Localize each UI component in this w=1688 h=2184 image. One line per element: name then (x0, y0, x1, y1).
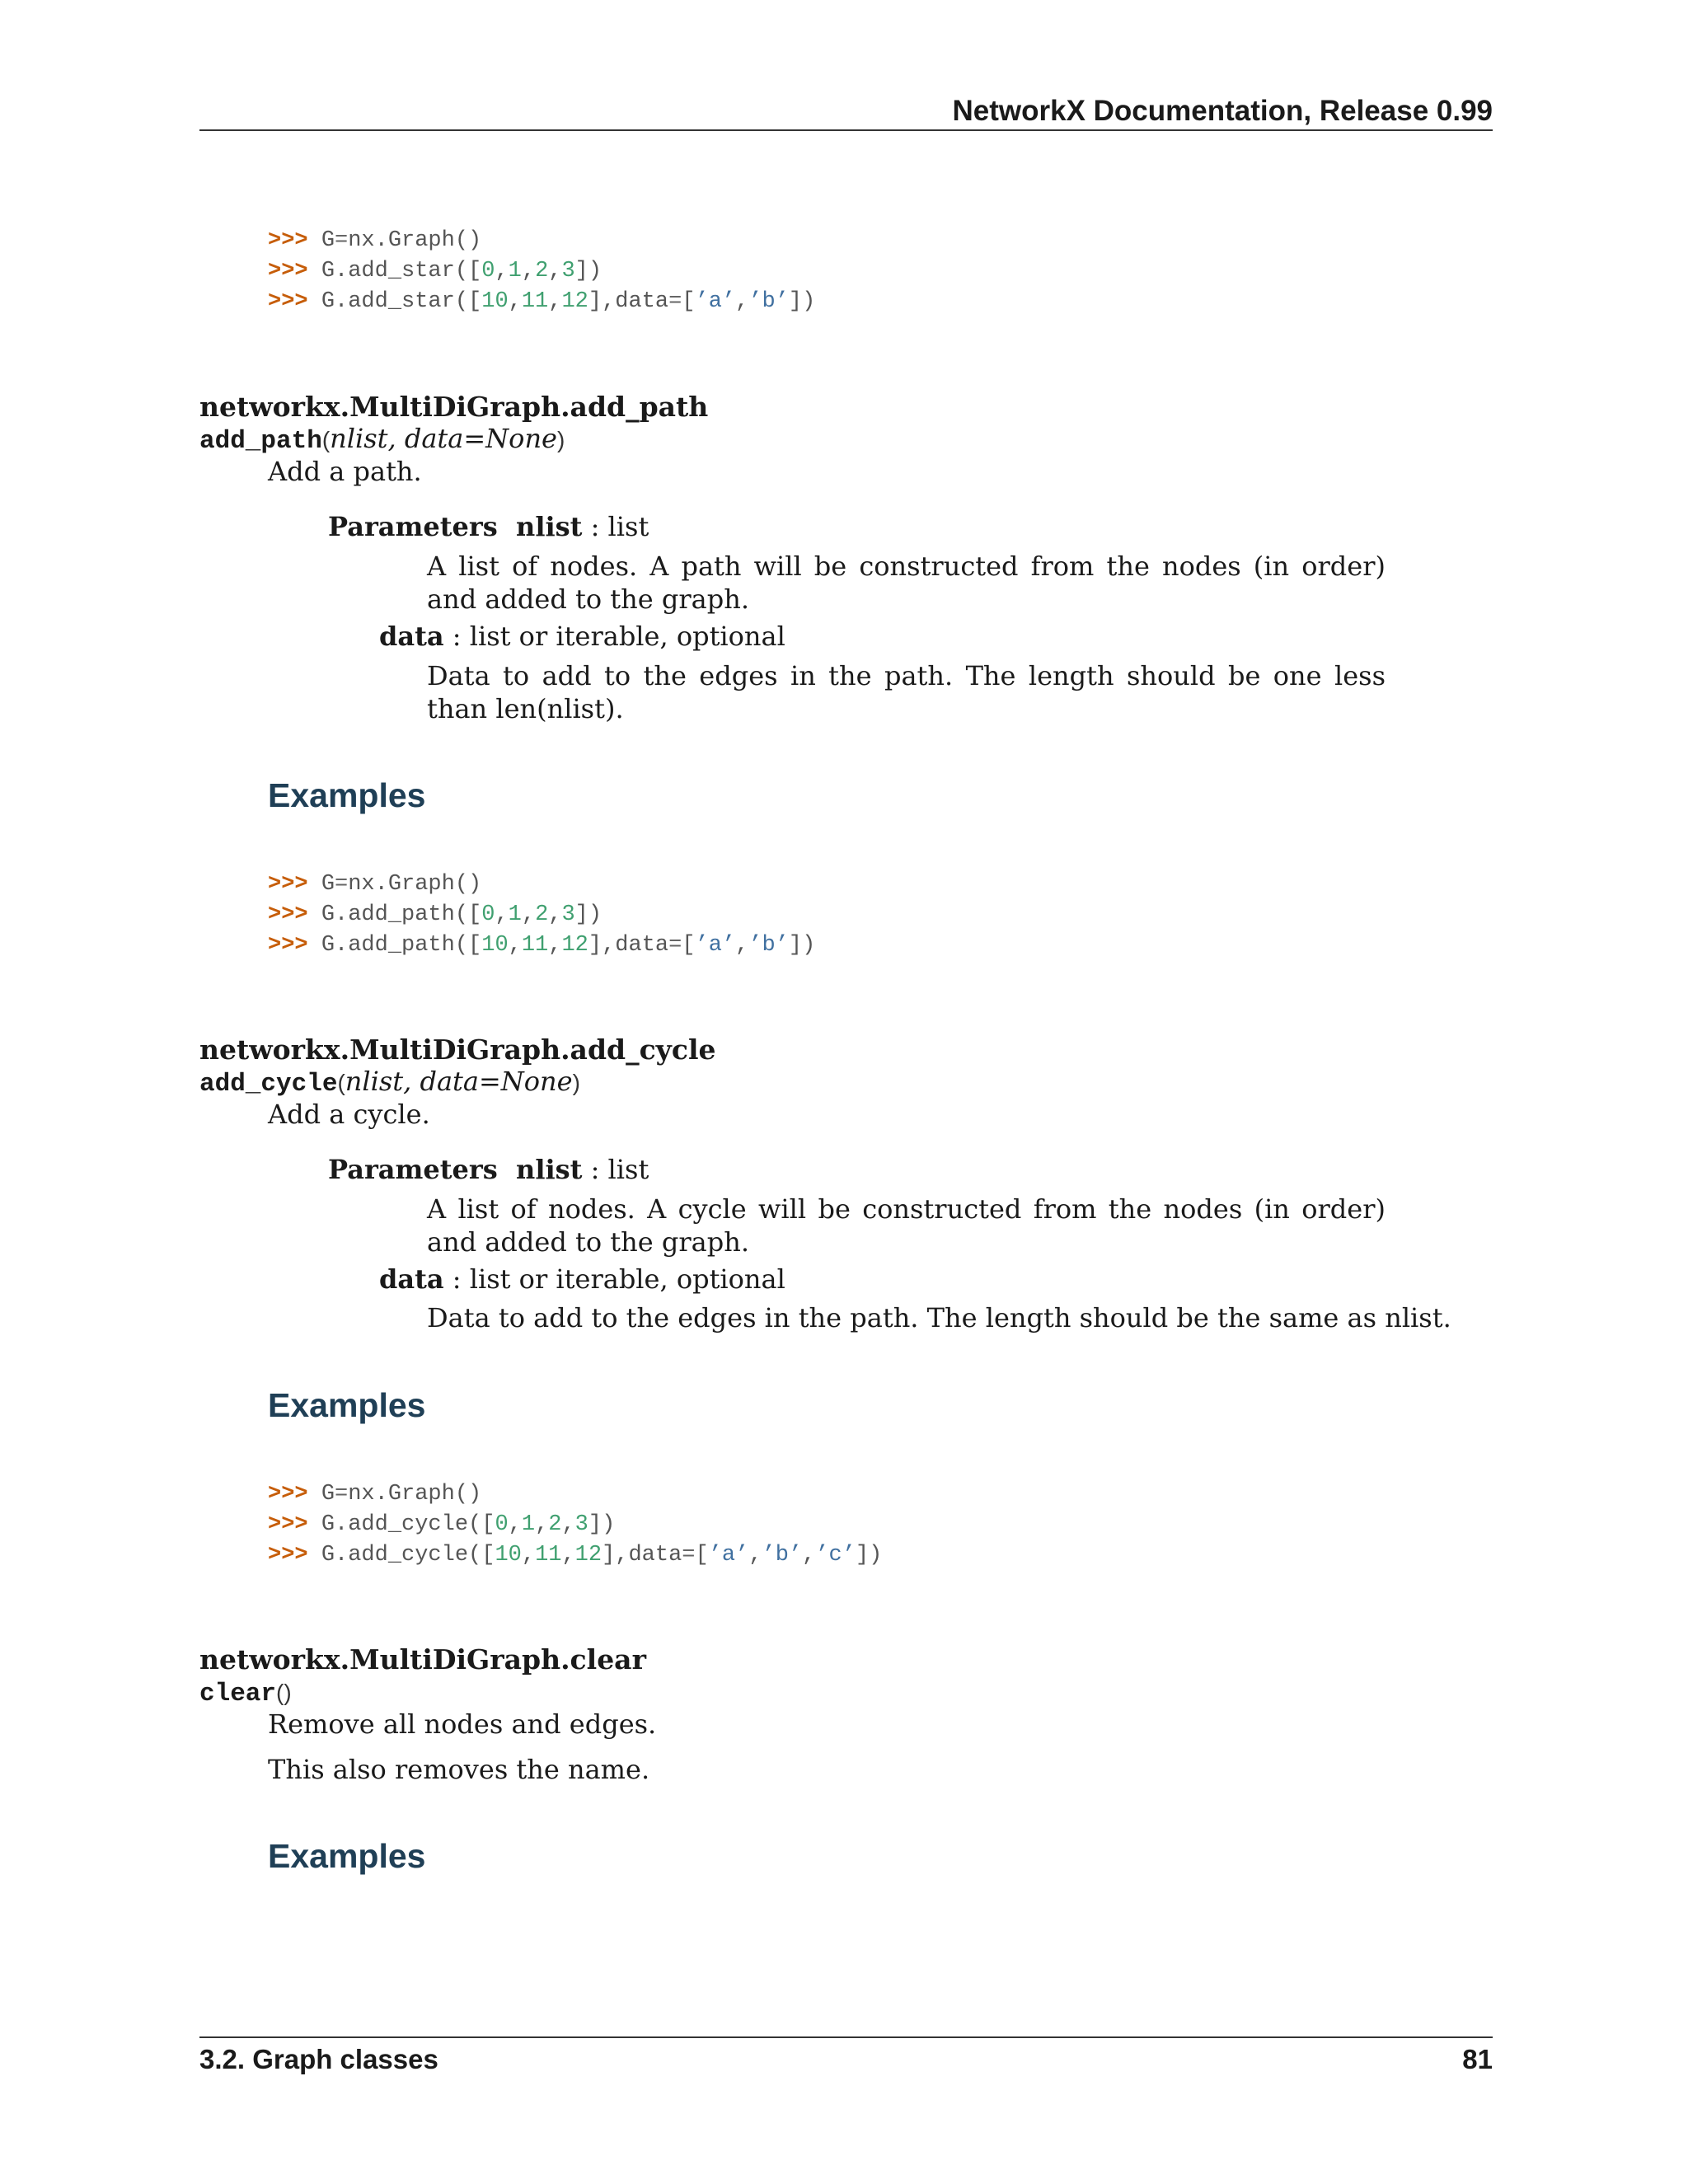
code-prompt: >>> (268, 1482, 308, 1507)
code-prompt: >>> (268, 228, 308, 253)
code-prompt: >>> (268, 872, 308, 897)
code-line: >>> G=nx.Graph() (268, 1482, 482, 1507)
param-desc-nlist: A list of nodes. A path will be constructed from the nodes (in order) and added to the graph. (427, 551, 1386, 615)
code-line: >>> G.add_cycle([10,11,12],data=[’a’,’b’,’c’]) (268, 1543, 883, 1568)
parameters-label: Parameters nlist : list (328, 1154, 649, 1185)
examples-heading: Examples (268, 1386, 426, 1424)
param-desc-data: Data to add to the edges in the path. The length should be one less than len(nlist). (427, 660, 1386, 724)
header-title: NetworkX Documentation, Release 0.99 (952, 95, 1493, 127)
code-prompt: >>> (268, 289, 308, 314)
param-desc-data: Data to add to the edges in the path. The length should be the same as nlist. (427, 1302, 1451, 1333)
examples-heading: Examples (268, 1837, 426, 1875)
param-data: data : list or iterable, optional (379, 621, 785, 652)
code-line: >>> G.add_path([10,11,12],data=[’a’,’b’]) (268, 933, 816, 958)
code-prompt: >>> (268, 1543, 308, 1568)
header-rule (199, 129, 1493, 131)
code-line: >>> G=nx.Graph() (268, 228, 482, 253)
code-prompt: >>> (268, 933, 308, 958)
code-line: >>> G.add_path([0,1,2,3]) (268, 902, 603, 927)
param-name-data: data (379, 1263, 444, 1295)
code-line: >>> G.add_star([10,11,12],data=[’a’,’b’]) (268, 289, 816, 314)
description-clear: Remove all nodes and edges. (268, 1708, 657, 1740)
signature-name: add_path (199, 427, 322, 456)
footer-section: 3.2. Graph classes (199, 2044, 438, 2074)
code-prompt: >>> (268, 259, 308, 284)
function-name-add-cycle: networkx.MultiDiGraph.add_cycle (199, 1033, 716, 1066)
code-block-add-path (268, 869, 815, 961)
examples-heading: Examples (268, 776, 426, 814)
code-line: >>> G.add_star([0,1,2,3]) (268, 259, 603, 284)
signature-add-cycle: add_cycle(nlist, data=None) (199, 1066, 580, 1099)
function-name-add-path: networkx.MultiDiGraph.add_path (199, 391, 709, 423)
page-number: 81 (1462, 2044, 1493, 2074)
description-add-path: Add a path. (268, 456, 422, 487)
param-desc-nlist: A list of nodes. A cycle will be constructed from the nodes (in order) and added to the graph. (427, 1193, 1386, 1258)
param-name-nlist: nlist (516, 511, 583, 542)
code-prompt: >>> (268, 1512, 308, 1537)
function-name-clear: networkx.MultiDiGraph.clear (199, 1643, 646, 1675)
signature-add-path: add_path(nlist, data=None) (199, 423, 565, 456)
signature-args: nlist, data=None (345, 1066, 573, 1097)
param-name-nlist: nlist (516, 1154, 583, 1185)
code-block-add-star (268, 226, 815, 317)
signature-name: clear (199, 1680, 277, 1708)
signature-clear: clear() (199, 1680, 292, 1708)
code-line: >>> G.add_cycle([0,1,2,3]) (268, 1512, 616, 1537)
code-prompt: >>> (268, 902, 308, 927)
signature-args: nlist, data=None (330, 423, 557, 454)
parameters-label: Parameters nlist : list (328, 511, 649, 542)
param-data: data : list or iterable, optional (379, 1263, 785, 1295)
param-name-data: data (379, 621, 444, 652)
description-add-cycle: Add a cycle. (268, 1099, 430, 1130)
code-line: >>> G=nx.Graph() (268, 872, 482, 897)
signature-name: add_cycle (199, 1070, 338, 1099)
code-block-add-cycle (268, 1479, 882, 1571)
footer-rule (199, 2036, 1493, 2038)
description-clear-2: This also removes the name. (268, 1754, 650, 1785)
